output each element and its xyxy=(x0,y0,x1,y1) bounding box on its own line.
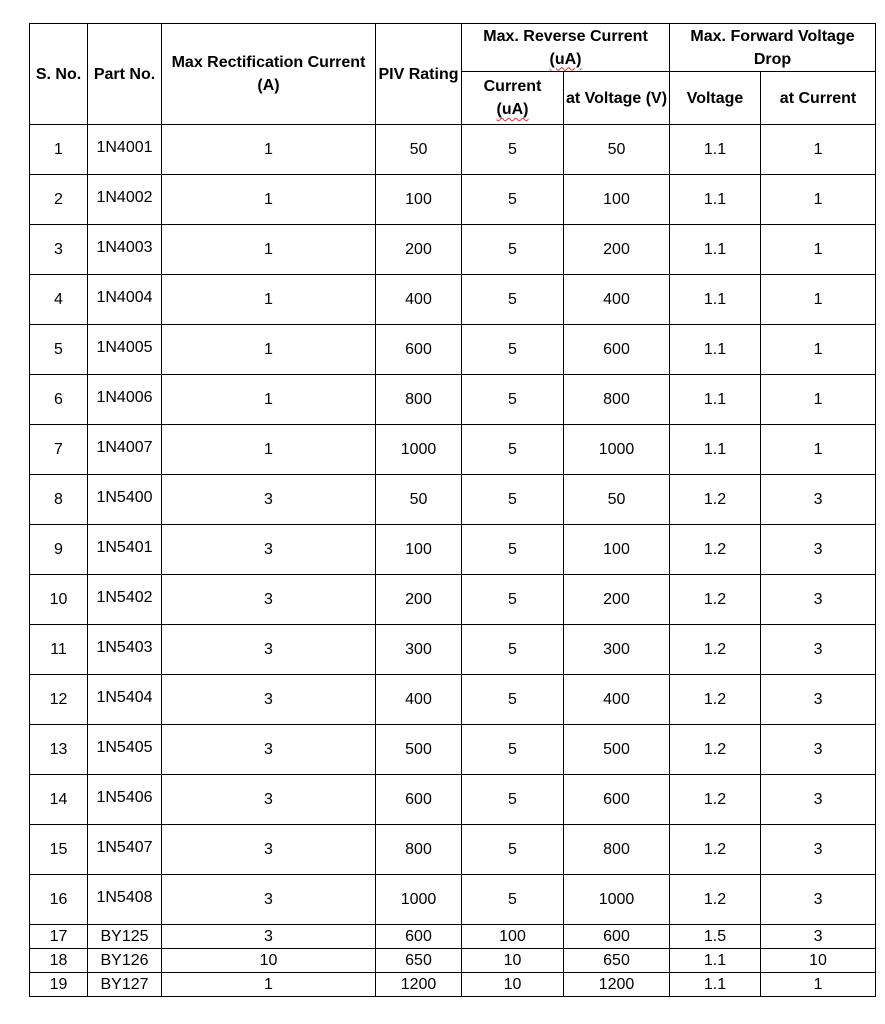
cell-forward-voltage: 1.1 xyxy=(670,225,761,275)
cell-part-no xyxy=(88,225,162,275)
table-row xyxy=(30,925,876,949)
table-row xyxy=(30,825,876,875)
cell-reverse-at-voltage: 100 xyxy=(564,525,670,575)
cell-part-no xyxy=(88,425,162,475)
cell-max-rectification-current: 3 xyxy=(162,675,376,725)
table-row xyxy=(30,675,876,725)
cell-max-rectification-current: 1 xyxy=(162,175,376,225)
cell-sno: 18 xyxy=(30,949,88,973)
cell-forward-voltage: 1.1 xyxy=(670,275,761,325)
table-row xyxy=(30,125,876,175)
cell-forward-voltage: 1.2 xyxy=(670,625,761,675)
part-number-text: 1N4007 xyxy=(96,438,153,456)
cell-sno: 13 xyxy=(30,725,88,775)
cell-max-rectification-current: 1 xyxy=(162,125,376,175)
cell-reverse-current: 10 xyxy=(462,949,564,973)
diode-spec-table xyxy=(29,23,876,997)
cell-part-no xyxy=(88,775,162,825)
cell-forward-at-current: 3 xyxy=(761,625,876,675)
header-forward-at-current: at Current xyxy=(761,72,876,125)
header-forward-voltage: Voltage xyxy=(670,72,761,125)
header-piv-rating: PIV Rating xyxy=(376,24,462,125)
cell-max-rectification-current: 3 xyxy=(162,625,376,675)
cell-forward-voltage: 1.2 xyxy=(670,675,761,725)
part-number-text: 1N5400 xyxy=(96,488,153,506)
cell-forward-voltage: 1.5 xyxy=(670,925,761,949)
cell-forward-at-current: 3 xyxy=(761,825,876,875)
cell-forward-voltage: 1.1 xyxy=(670,949,761,973)
cell-reverse-current: 5 xyxy=(462,325,564,375)
cell-part-no: BY127 xyxy=(88,973,162,997)
header-max-forward-voltage-drop: Max. Forward Voltage Drop xyxy=(670,24,876,72)
table-row xyxy=(30,575,876,625)
cell-part-no xyxy=(88,875,162,925)
cell-reverse-current: 5 xyxy=(462,275,564,325)
table-row xyxy=(30,225,876,275)
cell-sno: 9 xyxy=(30,525,88,575)
cell-max-rectification-current: 1 xyxy=(162,275,376,325)
cell-reverse-at-voltage: 600 xyxy=(564,325,670,375)
cell-part-no xyxy=(88,475,162,525)
cell-reverse-at-voltage: 1000 xyxy=(564,875,670,925)
cell-max-rectification-current: 1 xyxy=(162,225,376,275)
cell-piv-rating: 50 xyxy=(376,125,462,175)
cell-forward-at-current: 1 xyxy=(761,125,876,175)
cell-reverse-at-voltage: 650 xyxy=(564,949,670,973)
cell-forward-at-current: 1 xyxy=(761,973,876,997)
cell-piv-rating: 800 xyxy=(376,825,462,875)
part-number-text: 1N4003 xyxy=(96,238,153,256)
cell-max-rectification-current: 3 xyxy=(162,725,376,775)
cell-forward-at-current: 3 xyxy=(761,575,876,625)
cell-reverse-current: 5 xyxy=(462,375,564,425)
cell-forward-at-current: 1 xyxy=(761,175,876,225)
cell-forward-at-current: 1 xyxy=(761,325,876,375)
header-part-no: Part No. xyxy=(88,24,162,125)
cell-sno: 12 xyxy=(30,675,88,725)
header-max-reverse-current xyxy=(462,24,670,72)
cell-reverse-at-voltage: 400 xyxy=(564,675,670,725)
cell-reverse-current: 5 xyxy=(462,875,564,925)
cell-reverse-current: 5 xyxy=(462,475,564,525)
cell-max-rectification-current: 3 xyxy=(162,775,376,825)
header-reverse-at-voltage: at Voltage (V) xyxy=(564,72,670,125)
cell-piv-rating: 500 xyxy=(376,725,462,775)
cell-part-no xyxy=(88,375,162,425)
table-row xyxy=(30,325,876,375)
part-number-text: 1N5403 xyxy=(96,638,153,656)
table-header xyxy=(30,24,876,125)
cell-reverse-at-voltage: 500 xyxy=(564,725,670,775)
cell-forward-voltage: 1.2 xyxy=(670,525,761,575)
cell-reverse-current: 5 xyxy=(462,775,564,825)
cell-piv-rating: 800 xyxy=(376,375,462,425)
cell-sno: 3 xyxy=(30,225,88,275)
cell-reverse-at-voltage: 1000 xyxy=(564,425,670,475)
cell-sno: 15 xyxy=(30,825,88,875)
header-reverse-current-label: Current xyxy=(483,78,542,95)
cell-max-rectification-current: 1 xyxy=(162,325,376,375)
cell-reverse-current: 100 xyxy=(462,925,564,949)
cell-max-rectification-current: 10 xyxy=(162,949,376,973)
cell-forward-voltage: 1.2 xyxy=(670,825,761,875)
cell-piv-rating: 600 xyxy=(376,775,462,825)
cell-forward-at-current: 3 xyxy=(761,675,876,725)
cell-sno: 6 xyxy=(30,375,88,425)
cell-part-no xyxy=(88,125,162,175)
table-row xyxy=(30,425,876,475)
cell-part-no xyxy=(88,575,162,625)
cell-max-rectification-current: 1 xyxy=(162,973,376,997)
cell-reverse-current: 5 xyxy=(462,175,564,225)
cell-reverse-at-voltage: 800 xyxy=(564,375,670,425)
cell-sno: 1 xyxy=(30,125,88,175)
cell-max-rectification-current: 3 xyxy=(162,575,376,625)
cell-forward-voltage: 1.2 xyxy=(670,475,761,525)
cell-reverse-current: 5 xyxy=(462,425,564,475)
cell-max-rectification-current: 1 xyxy=(162,425,376,475)
header-reverse-current xyxy=(462,72,564,125)
cell-reverse-current: 5 xyxy=(462,825,564,875)
header-sno: S. No. xyxy=(30,24,88,125)
cell-forward-at-current: 1 xyxy=(761,425,876,475)
cell-piv-rating: 100 xyxy=(376,525,462,575)
header-max-reverse-current-label: Max. Reverse Current xyxy=(483,27,648,45)
cell-reverse-at-voltage: 800 xyxy=(564,825,670,875)
cell-part-no xyxy=(88,825,162,875)
cell-forward-voltage: 1.2 xyxy=(670,575,761,625)
cell-sno: 19 xyxy=(30,973,88,997)
cell-forward-at-current: 1 xyxy=(761,275,876,325)
cell-forward-at-current: 1 xyxy=(761,375,876,425)
part-number-text: 1N4005 xyxy=(96,338,153,356)
table-row xyxy=(30,175,876,225)
cell-part-no: BY126 xyxy=(88,949,162,973)
cell-piv-rating: 100 xyxy=(376,175,462,225)
cell-reverse-at-voltage: 600 xyxy=(564,925,670,949)
cell-reverse-current: 5 xyxy=(462,525,564,575)
cell-reverse-at-voltage: 200 xyxy=(564,225,670,275)
cell-reverse-current: 5 xyxy=(462,125,564,175)
cell-forward-at-current: 3 xyxy=(761,475,876,525)
table-row xyxy=(30,475,876,525)
table-row xyxy=(30,725,876,775)
cell-max-rectification-current: 1 xyxy=(162,375,376,425)
part-number-text: 1N5401 xyxy=(96,538,153,556)
cell-reverse-current: 5 xyxy=(462,725,564,775)
cell-piv-rating: 650 xyxy=(376,949,462,973)
cell-sno: 16 xyxy=(30,875,88,925)
cell-forward-voltage: 1.1 xyxy=(670,175,761,225)
cell-max-rectification-current: 3 xyxy=(162,475,376,525)
cell-part-no xyxy=(88,325,162,375)
cell-reverse-at-voltage: 50 xyxy=(564,125,670,175)
cell-forward-at-current: 3 xyxy=(761,525,876,575)
cell-sno: 7 xyxy=(30,425,88,475)
part-number-text: 1N5405 xyxy=(96,738,153,756)
cell-part-no xyxy=(88,175,162,225)
cell-forward-voltage: 1.1 xyxy=(670,125,761,175)
cell-reverse-at-voltage: 100 xyxy=(564,175,670,225)
cell-sno: 4 xyxy=(30,275,88,325)
part-number-text: 1N5404 xyxy=(96,688,153,706)
cell-piv-rating: 200 xyxy=(376,225,462,275)
cell-forward-at-current: 3 xyxy=(761,775,876,825)
table-row xyxy=(30,275,876,325)
part-number-text: 1N4006 xyxy=(96,388,153,406)
cell-piv-rating: 1000 xyxy=(376,875,462,925)
cell-forward-at-current: 10 xyxy=(761,949,876,973)
header-max-reverse-current-unit: (uA) xyxy=(549,50,582,68)
cell-part-no xyxy=(88,725,162,775)
cell-sno: 2 xyxy=(30,175,88,225)
table-body xyxy=(30,125,876,997)
cell-sno: 8 xyxy=(30,475,88,525)
header-reverse-current-unit: (uA) xyxy=(496,101,529,118)
cell-part-no: BY125 xyxy=(88,925,162,949)
cell-part-no xyxy=(88,275,162,325)
cell-reverse-at-voltage: 50 xyxy=(564,475,670,525)
cell-max-rectification-current: 3 xyxy=(162,525,376,575)
cell-piv-rating: 400 xyxy=(376,275,462,325)
header-max-rectification-current: Max Rectification Current (A) xyxy=(162,24,376,125)
part-number-text: 1N5406 xyxy=(96,788,153,806)
cell-forward-at-current: 3 xyxy=(761,875,876,925)
cell-sno: 10 xyxy=(30,575,88,625)
cell-reverse-current: 5 xyxy=(462,225,564,275)
cell-forward-voltage: 1.2 xyxy=(670,875,761,925)
cell-reverse-at-voltage: 300 xyxy=(564,625,670,675)
cell-piv-rating: 50 xyxy=(376,475,462,525)
part-number-text: 1N4001 xyxy=(96,138,153,156)
part-number-text: 1N5407 xyxy=(96,838,153,856)
table-row xyxy=(30,875,876,925)
cell-forward-voltage: 1.1 xyxy=(670,425,761,475)
cell-forward-at-current: 1 xyxy=(761,225,876,275)
cell-forward-voltage: 1.1 xyxy=(670,973,761,997)
cell-max-rectification-current: 3 xyxy=(162,925,376,949)
cell-part-no xyxy=(88,625,162,675)
table-row xyxy=(30,775,876,825)
cell-forward-voltage: 1.2 xyxy=(670,725,761,775)
cell-piv-rating: 1200 xyxy=(376,973,462,997)
table-row xyxy=(30,973,876,997)
cell-piv-rating: 600 xyxy=(376,325,462,375)
cell-forward-voltage: 1.2 xyxy=(670,775,761,825)
cell-forward-voltage: 1.1 xyxy=(670,375,761,425)
cell-reverse-at-voltage: 400 xyxy=(564,275,670,325)
part-number-text: 1N5408 xyxy=(96,888,153,906)
table-row xyxy=(30,625,876,675)
cell-piv-rating: 600 xyxy=(376,925,462,949)
cell-max-rectification-current: 3 xyxy=(162,875,376,925)
cell-part-no xyxy=(88,525,162,575)
part-number-text: 1N4004 xyxy=(96,288,153,306)
cell-sno: 11 xyxy=(30,625,88,675)
cell-reverse-current: 10 xyxy=(462,973,564,997)
table-row xyxy=(30,949,876,973)
cell-sno: 17 xyxy=(30,925,88,949)
cell-sno: 14 xyxy=(30,775,88,825)
cell-part-no xyxy=(88,675,162,725)
cell-sno: 5 xyxy=(30,325,88,375)
cell-reverse-current: 5 xyxy=(462,575,564,625)
part-number-text: 1N5402 xyxy=(96,588,153,606)
cell-piv-rating: 400 xyxy=(376,675,462,725)
cell-piv-rating: 300 xyxy=(376,625,462,675)
table-row xyxy=(30,375,876,425)
cell-piv-rating: 1000 xyxy=(376,425,462,475)
cell-reverse-at-voltage: 200 xyxy=(564,575,670,625)
cell-reverse-current: 5 xyxy=(462,625,564,675)
cell-piv-rating: 200 xyxy=(376,575,462,625)
part-number-text: 1N4002 xyxy=(96,188,153,206)
cell-reverse-at-voltage: 600 xyxy=(564,775,670,825)
table-row xyxy=(30,525,876,575)
cell-forward-voltage: 1.1 xyxy=(670,325,761,375)
cell-max-rectification-current: 3 xyxy=(162,825,376,875)
cell-forward-at-current: 3 xyxy=(761,725,876,775)
cell-reverse-at-voltage: 1200 xyxy=(564,973,670,997)
cell-forward-at-current: 3 xyxy=(761,925,876,949)
cell-reverse-current: 5 xyxy=(462,675,564,725)
